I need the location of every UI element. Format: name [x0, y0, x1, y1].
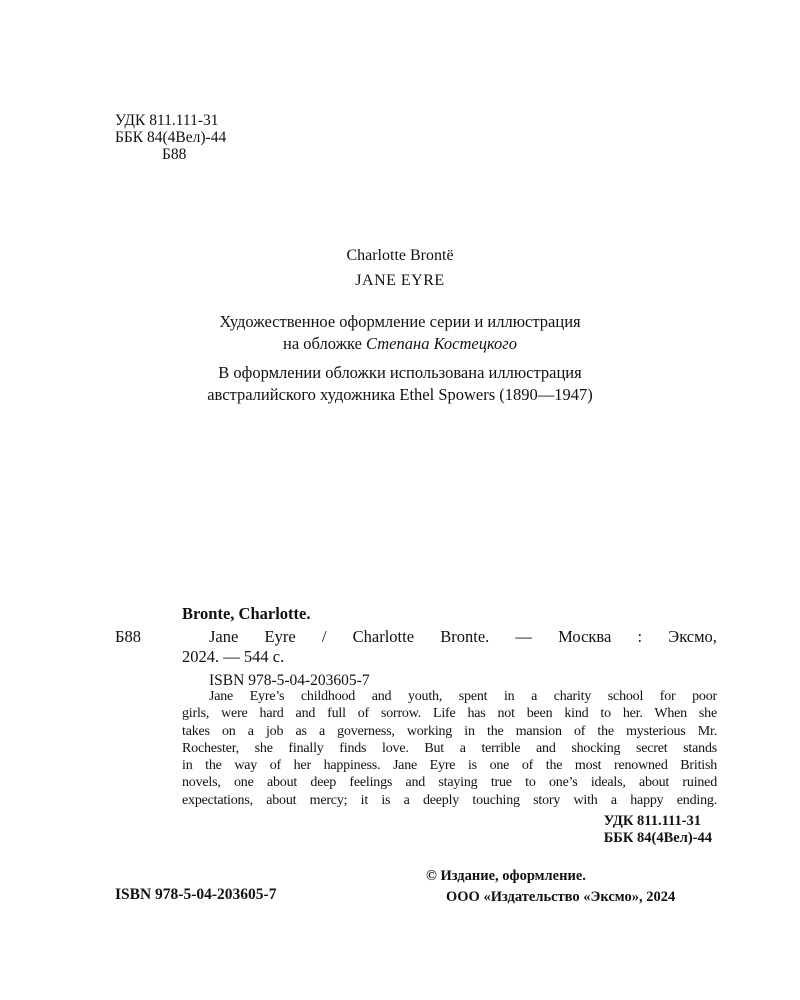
summary-line: takes on a job as a governess, working in the mansion of the mysterious Mr. — [182, 723, 717, 739]
bib-word: / — [321, 627, 327, 646]
summary-line: expectations, about mercy; it is a deeply touching story with a happy ending. — [182, 792, 717, 808]
bib-word: Charlotte — [352, 627, 415, 646]
copyright-line-1: © Издание, оформление. — [426, 868, 586, 884]
bbk-code: ББК 84(4Вел)-44 — [115, 129, 227, 146]
summary-line: girls, were hard and full of sorrow. Life has not been kind to her. When she — [182, 706, 717, 722]
bib-word: Eyre — [264, 627, 296, 646]
summary-line: novels, one about deep feelings and staying true to one’s ideals, about ruined — [182, 775, 717, 791]
illustrator-name: Степана Костецкого — [366, 334, 517, 353]
classification-block — [115, 112, 226, 163]
bib-heading: Bronte, Charlotte. — [182, 604, 311, 623]
bib-bbk: ББК 84(4Вел)-44 — [603, 830, 712, 846]
copyright-line-2: ООО «Издательство «Эксмо», 2024 — [446, 889, 676, 905]
book-title: JANE EYRE — [355, 272, 445, 289]
bib-udk: УДК 811.111-31 — [603, 813, 702, 829]
credit-line-4: австралийского художника Ethel Spowers (1890—1947) — [207, 385, 593, 404]
credit-line-2 — [0, 335, 800, 353]
bib-word: : — [637, 627, 643, 646]
footer-isbn: ISBN 978-5-04-203605-7 — [115, 886, 277, 903]
bib-word: Москва — [558, 627, 612, 646]
bib-author-mark: Б88 — [115, 627, 141, 646]
bib-word: — — [515, 627, 532, 646]
book-summary — [182, 688, 717, 809]
book-author: Charlotte Brontë — [346, 247, 454, 264]
bib-word: Jane — [209, 627, 239, 646]
summary-line: Jane Eyre’s childhood and youth, spent in a charity school for poor — [209, 689, 717, 704]
udk-code: УДК 811.111-31 — [115, 112, 219, 129]
bib-isbn: ISBN 978-5-04-203605-7 — [209, 672, 370, 689]
summary-line: Rochester, she finally finds love. But a terrible and shocking secret stands — [182, 740, 717, 756]
credit-line-1: Художественное оформление серии и иллюстрация — [219, 312, 581, 331]
summary-line: in the way of her happiness. Jane Eyre is one of the most renowned British — [182, 758, 717, 774]
author-mark: Б88 — [162, 146, 187, 163]
bib-word: Bronte. — [440, 627, 490, 646]
bib-description-line-1 — [209, 628, 717, 646]
bib-classification — [604, 813, 712, 847]
credit-prefix: на обложке — [282, 334, 367, 353]
bib-description-line-2: 2024. — 544 с. — [182, 647, 285, 666]
credit-line-3: В оформлении обложки использована иллюстрация — [218, 363, 582, 382]
bib-word: Эксмо, — [668, 627, 717, 646]
